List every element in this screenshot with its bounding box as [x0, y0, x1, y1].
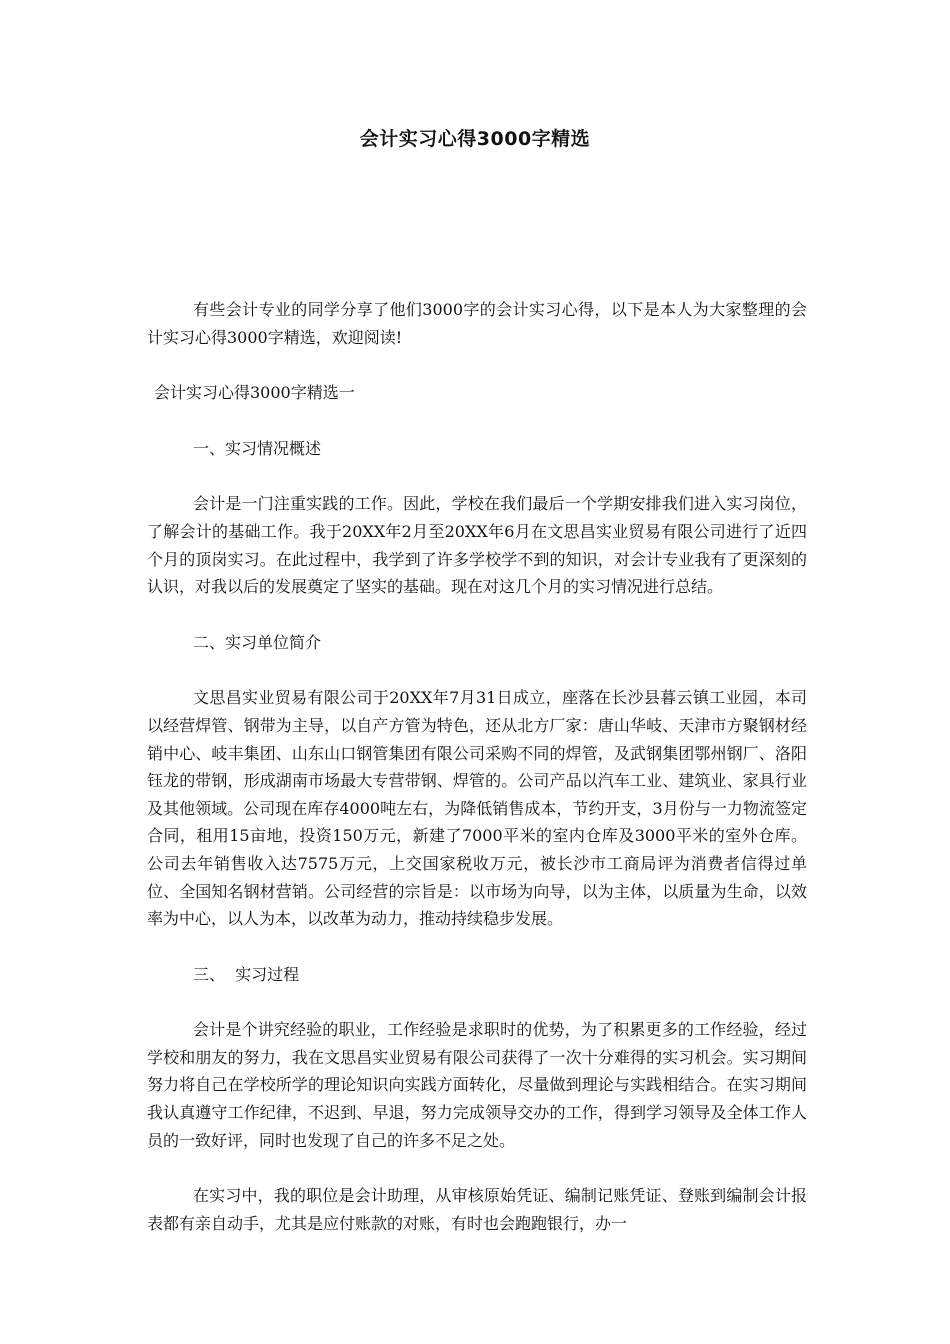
document-title: 会计实习心得3000字精选 [359, 128, 591, 150]
paragraph-duties: 在实习中，我的职位是会计助理，从审核原始凭证、编制记账凭证、登账到编制会计报表都有亲自动手，尤其是应付账款的对账，有时也会跑跑银行，办一 [147, 1186, 807, 1233]
section-title: 会计实习心得3000字精选一 [154, 383, 355, 403]
intro-paragraph: 有些会计专业的同学分享了他们3000字的会计实习心得，以下是本人为大家整理的会计实习心得3000字精选，欢迎阅读! [147, 300, 807, 347]
heading-process: 三、 实习过程 [193, 964, 300, 984]
heading-overview: 一、实习情况概述 [193, 438, 322, 458]
heading-company: 二、实习单位简介 [193, 632, 322, 652]
paragraph-company: 文思昌实业贸易有限公司于20XX年7月31日成立，座落在长沙县暮云镇工业园，本司以经营焊管、钢带为主导，以自产方管为特色，还从北方厂家：唐山华岐、天津市方聚钢材经销中心、岐丰集团、山东山口钢管集团有限公司采购不同的焊管，及武钢集团鄂州钢厂、洛阳钰龙的带钢，形成湖南市场最大专营带钢、焊管的。公司产品以汽车工业、建筑业、家具行业及其他领域。公司现在库存4000吨左右，为降低销售成本，节约开支，3月份与一力物流签定合同，租用15亩地，投资150万元，新建了7000平米的室内仓库及3000平米的室外仓库。公司去年销售收入达7575万元，上交国家税收万元，被长沙市工商局评为消费者信得过单位、全国知名钢材营销。公司经营的宗旨是：以市场为向导，以为主体，以质量为生命，以效率为中心，以人为本，以改革为动力，推动持续稳步发展。 [147, 688, 807, 929]
paragraph-overview: 会计是一门注重实践的工作。因此，学校在我们最后一个学期安排我们进入实习岗位，了解会计的基础工作。我于20XX年2月至20XX年6月在文思昌实业贸易有限公司进行了近四个月的顶岗实习。在此过程中，我学到了许多学校学不到的知识，对会计专业我有了更深刻的认识，对我以后的发展奠定了坚实的基础。现在对这几个月的实习情况进行总结。 [147, 494, 807, 597]
paragraph-process: 会计是个讲究经验的职业，工作经验是求职时的优势，为了积累更多的工作经验，经过学校和朋友的努力，我在文思昌实业贸易有限公司获得了一次十分难得的实习机会。实习期间努力将自己在学校所学的理论知识向实践方面转化，尽量做到理论与实践相结合。在实习期间我认真遵守工作纪律，不迟到、早退，努力完成领导交办的工作，得到学习领导及全体工作人员的一致好评，同时也发现了自己的许多不足之处。 [147, 1020, 807, 1150]
document-body [147, 296, 807, 1237]
